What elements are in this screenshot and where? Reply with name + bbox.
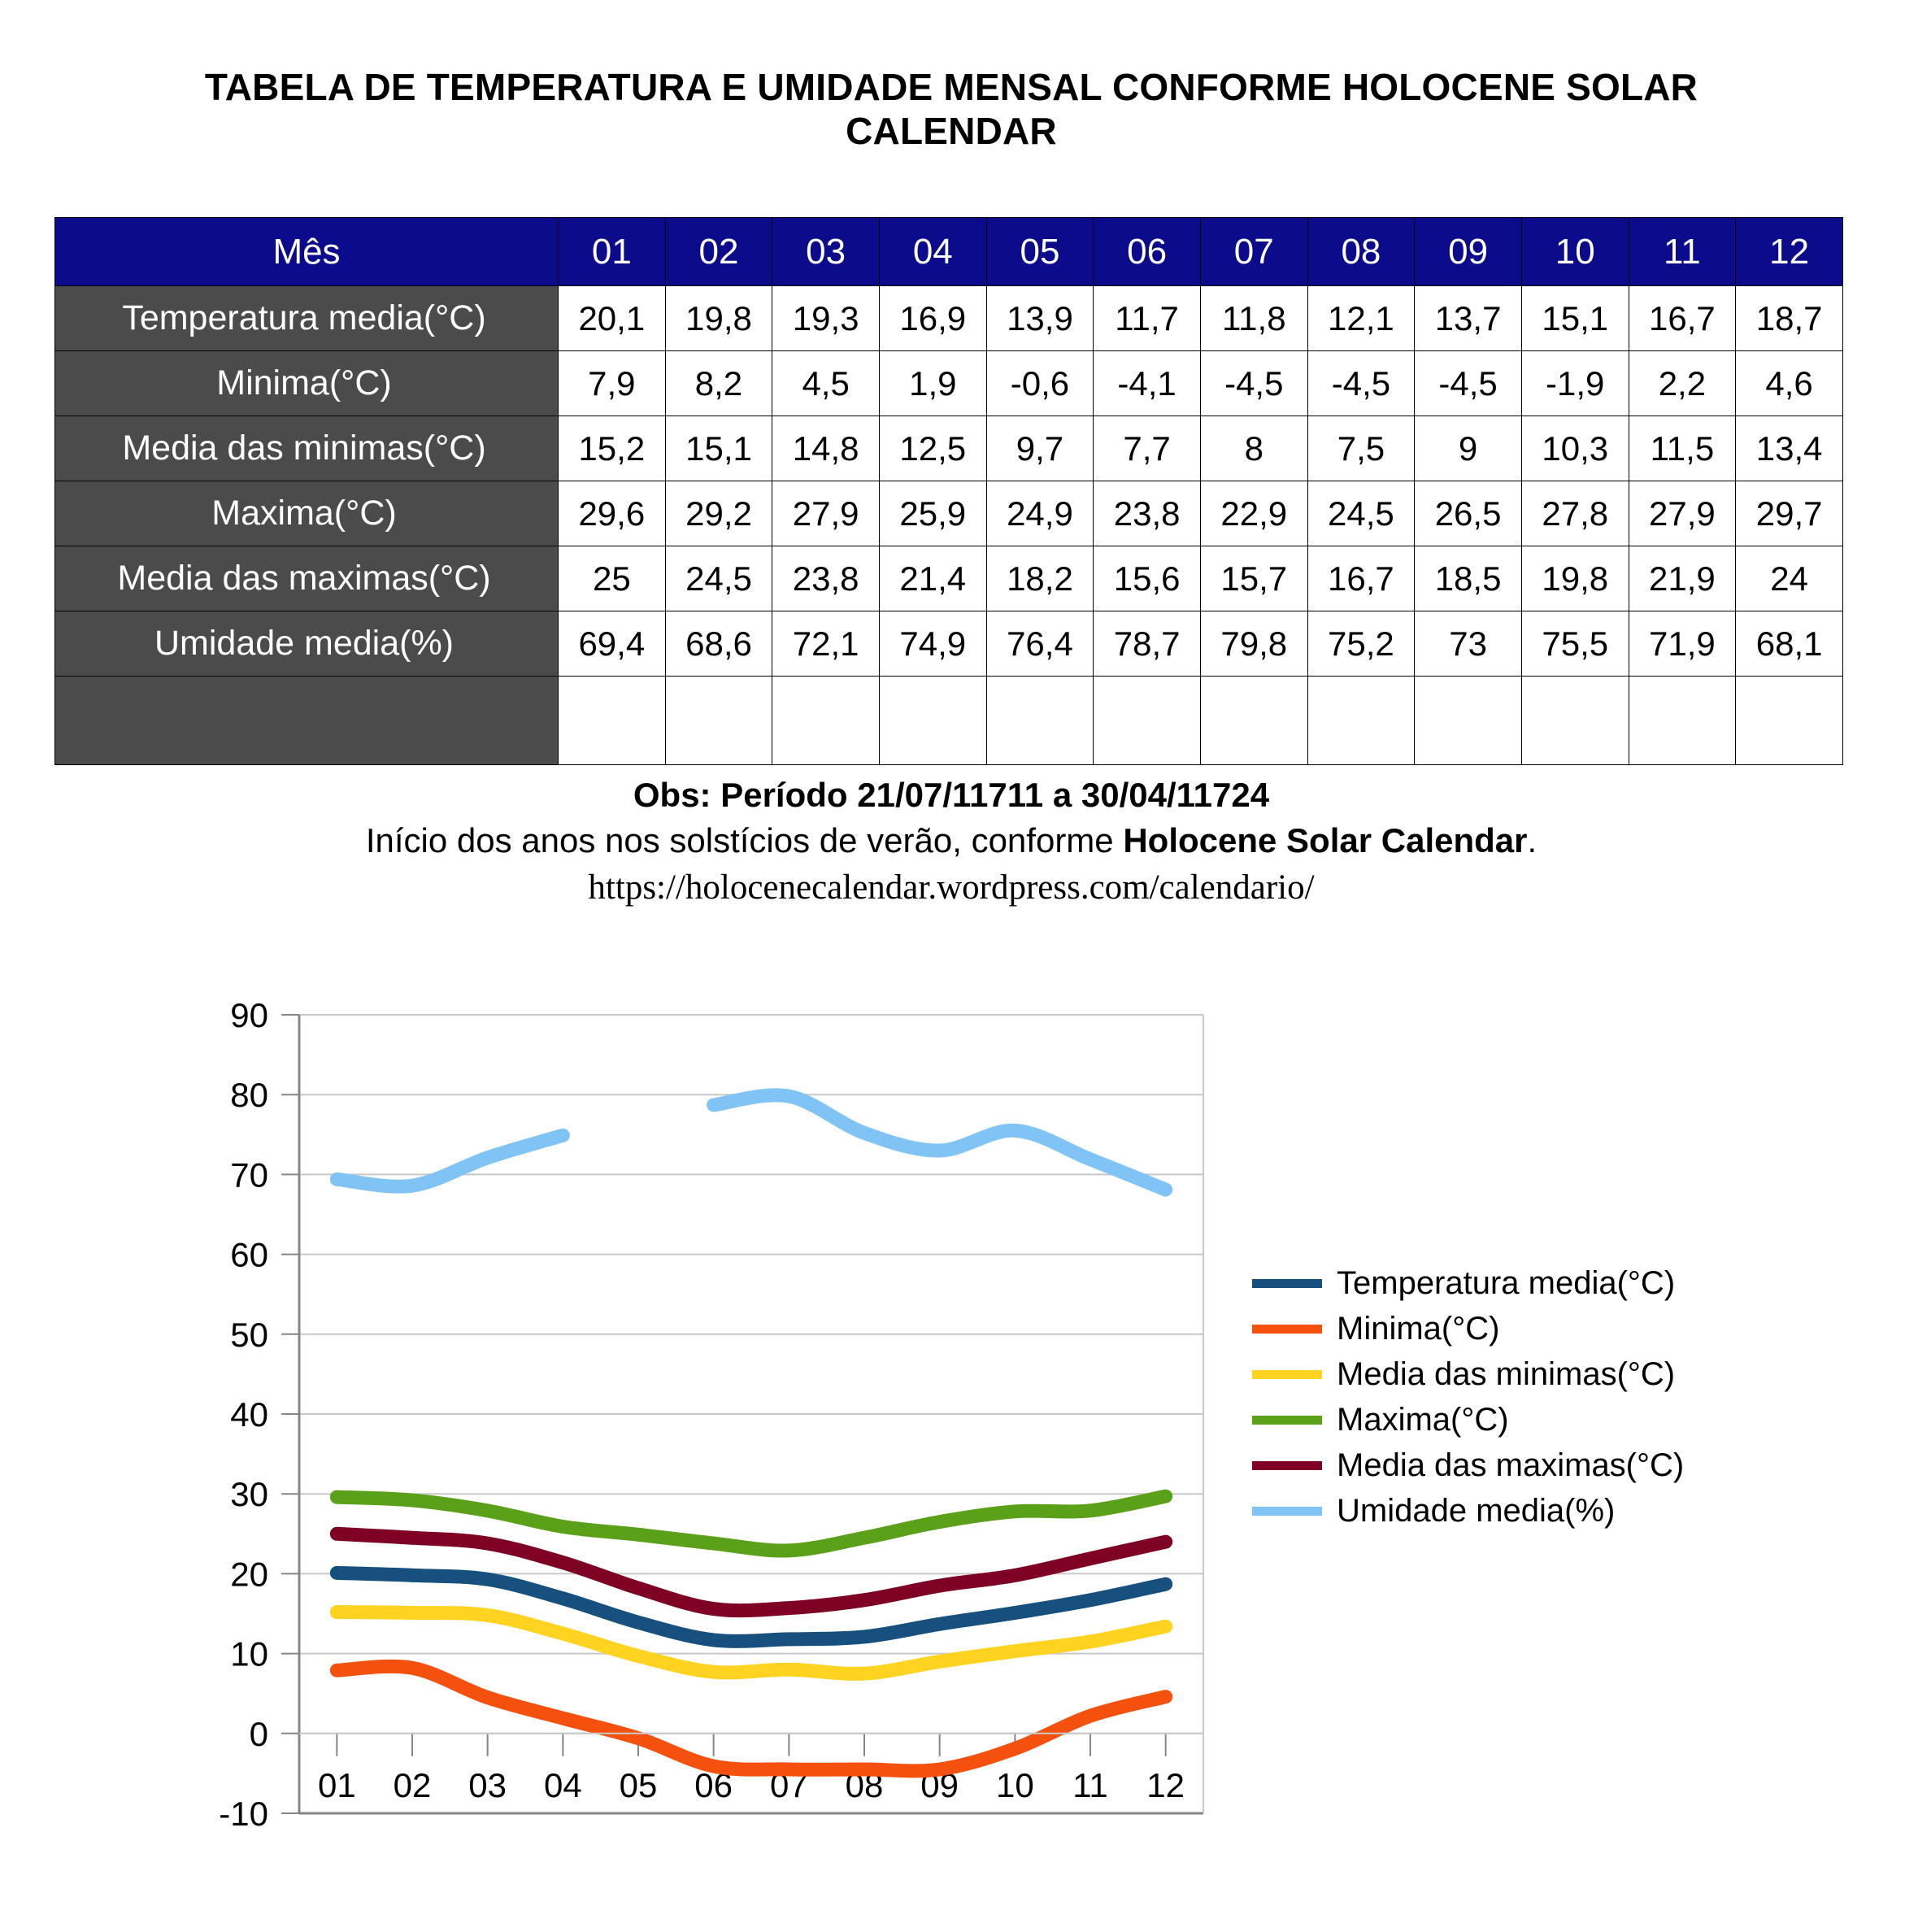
table-cell [879, 677, 986, 765]
table-cell: 24,5 [665, 546, 772, 611]
table-row-label: Umidade media(%) [55, 611, 559, 677]
legend-color-swatch-icon [1252, 1461, 1322, 1470]
table-cell: 26,5 [1415, 481, 1522, 546]
table-header-row [55, 218, 1843, 286]
table-cell: 7,9 [559, 351, 666, 416]
table-cell: 11,5 [1629, 416, 1736, 481]
table-header-month-02: 02 [665, 218, 772, 286]
table-cell: 25 [559, 546, 666, 611]
table-cell: 7,7 [1094, 416, 1201, 481]
table-cell [559, 677, 666, 765]
table-row-label: Media das minimas(°C) [55, 416, 559, 481]
table-cell: 16,7 [1307, 546, 1415, 611]
x-tick-label: 03 [468, 1765, 507, 1804]
chart-line-series [337, 1666, 1165, 1771]
legend-item-label: Temperatura media(°C) [1337, 1264, 1676, 1301]
table-row [55, 286, 1843, 351]
table-cell: 79,8 [1200, 611, 1307, 677]
y-tick-label: 80 [230, 1076, 268, 1115]
table-header-month-12: 12 [1736, 218, 1843, 286]
table-cell: 18,7 [1736, 286, 1843, 351]
legend-color-swatch-icon [1252, 1370, 1322, 1379]
table-cell [1200, 677, 1307, 765]
table-cell: 72,1 [772, 611, 880, 677]
legend-item[interactable] [1252, 1442, 1756, 1488]
table-row-label: Temperatura media(°C) [55, 286, 559, 351]
table-cell: 29,7 [1736, 481, 1843, 546]
table-cell: 18,5 [1415, 546, 1522, 611]
table-cell: 7,5 [1307, 416, 1415, 481]
table-cell: 15,7 [1200, 546, 1307, 611]
table-cell [665, 677, 772, 765]
y-tick-label: 0 [249, 1714, 268, 1753]
table-cell: 10,3 [1521, 416, 1629, 481]
x-tick-label: 08 [845, 1765, 884, 1804]
table-row-label: Media das maximas(°C) [55, 546, 559, 611]
table-cell: 73 [1415, 611, 1522, 677]
table-cell: 13,7 [1415, 286, 1522, 351]
chart-line-series [337, 1135, 563, 1186]
table-cell [1521, 677, 1629, 765]
table-cell: -4,1 [1094, 351, 1201, 416]
table-cell: 29,2 [665, 481, 772, 546]
y-tick-label: -10 [219, 1795, 268, 1833]
table-header-month-07: 07 [1200, 218, 1307, 286]
table-header-month-01: 01 [559, 218, 666, 286]
table-cell: 16,9 [879, 286, 986, 351]
table-cell: 23,8 [1094, 481, 1201, 546]
y-tick-label: 30 [230, 1475, 268, 1514]
table-cell: 9,7 [986, 416, 1094, 481]
legend-color-swatch-icon [1252, 1325, 1322, 1334]
table-cell: -4,5 [1200, 351, 1307, 416]
table-cell: 15,6 [1094, 546, 1201, 611]
table-header-month-11: 11 [1629, 218, 1736, 286]
table-cell: 29,6 [559, 481, 666, 546]
x-tick-label: 12 [1146, 1765, 1185, 1804]
table-cell: 27,9 [772, 481, 880, 546]
table-cell: -1,9 [1521, 351, 1629, 416]
table-header-month-03: 03 [772, 218, 880, 286]
x-tick-label: 05 [619, 1765, 658, 1804]
table-cell: -4,5 [1415, 351, 1522, 416]
table-cell: 14,8 [772, 416, 880, 481]
table-row-label: Maxima(°C) [55, 481, 559, 546]
table-cell: 19,8 [1521, 546, 1629, 611]
table-head [55, 218, 1843, 286]
x-tick-label: 09 [920, 1765, 959, 1804]
x-tick-label: 07 [769, 1765, 808, 1804]
table-cell: 20,1 [559, 286, 666, 351]
table-cell: 19,8 [665, 286, 772, 351]
table-row [55, 481, 1843, 546]
y-tick-label: 40 [230, 1395, 268, 1434]
table-header-month-05: 05 [986, 218, 1094, 286]
y-tick-label: 50 [230, 1315, 268, 1354]
table-cell: 1,9 [879, 351, 986, 416]
table-row-label: Minima(°C) [55, 351, 559, 416]
chart-legend [1252, 1260, 1756, 1534]
table-header-month-10: 10 [1521, 218, 1629, 286]
x-tick-label: 04 [543, 1765, 582, 1804]
legend-item-label: Maxima(°C) [1337, 1401, 1509, 1438]
observation-block [98, 772, 1805, 911]
table-cell: 24 [1736, 546, 1843, 611]
table-cell: 13,4 [1736, 416, 1843, 481]
table-cell: 13,9 [986, 286, 1094, 351]
table-row [55, 351, 1843, 416]
legend-item-label: Media das minimas(°C) [1337, 1355, 1676, 1392]
table-header-month-08: 08 [1307, 218, 1415, 286]
table-cell: 16,7 [1629, 286, 1736, 351]
table-cell: 75,5 [1521, 611, 1629, 677]
table-cell: 68,1 [1736, 611, 1843, 677]
legend-item-label: Media das maximas(°C) [1337, 1447, 1685, 1483]
y-tick-label: 60 [230, 1235, 268, 1274]
obs-period-line: Obs: Período 21/07/11711 a 30/04/11724 [633, 776, 1270, 814]
chart-y-tick-labels [219, 996, 268, 1833]
table-cell: 23,8 [772, 546, 880, 611]
table-cell [1307, 677, 1415, 765]
legend-item-label: Minima(°C) [1337, 1310, 1500, 1347]
table-header-month-09: 09 [1415, 218, 1522, 286]
table-cell: 74,9 [879, 611, 986, 677]
table-row [55, 416, 1843, 481]
table-header-month-06: 06 [1094, 218, 1201, 286]
table-cell [986, 677, 1094, 765]
table-header-month-04: 04 [879, 218, 986, 286]
table-header-month: Mês [55, 218, 559, 286]
table-cell: 12,1 [1307, 286, 1415, 351]
legend-color-swatch-icon [1252, 1279, 1322, 1288]
table-cell: 18,2 [986, 546, 1094, 611]
table-cell: -0,6 [986, 351, 1094, 416]
source-url[interactable]: https://holocenecalendar.wordpress.com/calendario/ [588, 868, 1315, 907]
table-cell: 25,9 [879, 481, 986, 546]
x-tick-label: 06 [694, 1765, 733, 1804]
table-cell: 68,6 [665, 611, 772, 677]
table-cell: 27,8 [1521, 481, 1629, 546]
obs-calendar-suffix: . [1527, 821, 1537, 860]
table-cell [1629, 677, 1736, 765]
table-cell: 8,2 [665, 351, 772, 416]
legend-item-label: Umidade media(%) [1337, 1492, 1616, 1529]
table-cell: 69,4 [559, 611, 666, 677]
page-title: TABELA DE TEMPERATURA E UMIDADE MENSAL CONFORME HOLOCENE SOLAR CALENDAR [204, 66, 1698, 153]
table-row [55, 611, 1843, 677]
climate-table [54, 217, 1843, 765]
table-cell: 15,1 [1521, 286, 1629, 351]
table-cell: 4,5 [772, 351, 880, 416]
legend-item[interactable] [1252, 1351, 1756, 1397]
table-cell: 11,7 [1094, 286, 1201, 351]
table-cell: 19,3 [772, 286, 880, 351]
x-tick-label: 01 [317, 1765, 356, 1804]
legend-color-swatch-icon [1252, 1507, 1322, 1516]
x-tick-label: 10 [995, 1765, 1034, 1804]
y-tick-label: 20 [230, 1555, 268, 1594]
obs-calendar-prefix: Início dos anos nos solstícios de verão, conforme [365, 821, 1124, 860]
table-cell [1094, 677, 1201, 765]
table-cell [1415, 677, 1522, 765]
chart-gridlines [281, 1015, 1203, 1813]
table-row [55, 546, 1843, 611]
legend-item[interactable] [1252, 1260, 1756, 1306]
table-cell: 76,4 [986, 611, 1094, 677]
table-cell: 24,9 [986, 481, 1094, 546]
table-cell: 21,4 [879, 546, 986, 611]
legend-item[interactable] [1252, 1488, 1756, 1534]
table-cell: 15,1 [665, 416, 772, 481]
table-cell [1736, 677, 1843, 765]
table-cell: 27,9 [1629, 481, 1736, 546]
table-cell: 4,6 [1736, 351, 1843, 416]
table-cell: 24,5 [1307, 481, 1415, 546]
table-row [55, 677, 1843, 765]
legend-color-swatch-icon [1252, 1416, 1322, 1425]
table-cell: 21,9 [1629, 546, 1736, 611]
table-cell: 8 [1200, 416, 1307, 481]
chart-series-group [337, 1095, 1165, 1771]
legend-item[interactable] [1252, 1306, 1756, 1351]
table-cell: 71,9 [1629, 611, 1736, 677]
x-tick-label: 02 [393, 1765, 432, 1804]
table-cell: 15,2 [559, 416, 666, 481]
legend-item[interactable] [1252, 1397, 1756, 1442]
table-row-label [55, 677, 559, 765]
climate-table-container [54, 217, 1843, 765]
table-cell: -4,5 [1307, 351, 1415, 416]
table-cell: 12,5 [879, 416, 986, 481]
obs-calendar-line [98, 818, 1805, 864]
table-cell: 9 [1415, 416, 1522, 481]
y-tick-label: 90 [230, 996, 268, 1034]
table-cell: 2,2 [1629, 351, 1736, 416]
x-tick-label: 11 [1072, 1765, 1108, 1804]
table-body [55, 286, 1843, 765]
table-cell: 22,9 [1200, 481, 1307, 546]
chart-line-series [714, 1095, 1166, 1190]
table-cell [772, 677, 880, 765]
y-tick-label: 10 [230, 1634, 268, 1673]
y-tick-label: 70 [230, 1155, 268, 1194]
table-cell: 75,2 [1307, 611, 1415, 677]
table-cell: 78,7 [1094, 611, 1201, 677]
obs-calendar-emphasis: Holocene Solar Calendar [1123, 821, 1528, 860]
table-cell: 11,8 [1200, 286, 1307, 351]
